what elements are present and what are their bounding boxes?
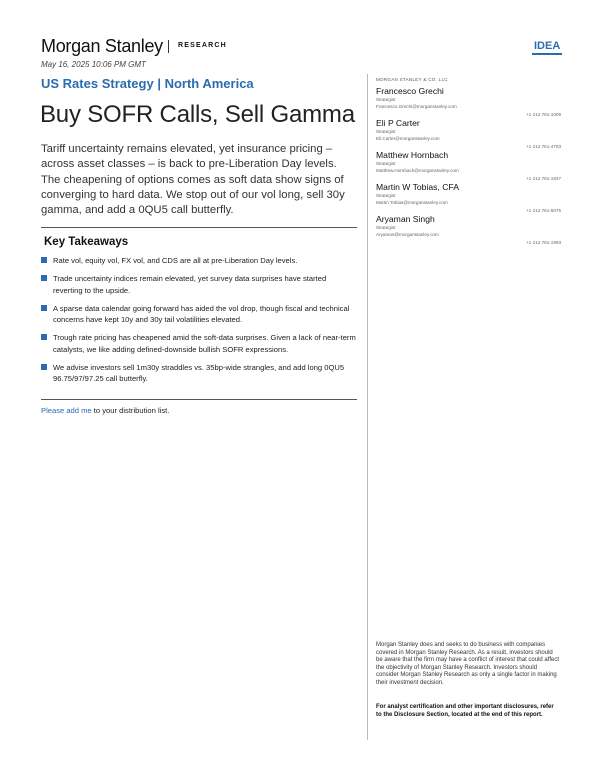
analyst-name: Matthew Hornbach	[376, 150, 449, 160]
analyst-email[interactable]: Matthew.Hornbach@morganstanley.com	[376, 167, 459, 173]
distribution-note	[41, 406, 169, 415]
analyst-phone: +1 212 761-1993	[526, 239, 561, 245]
takeaway-item	[41, 255, 357, 267]
analyst-phone: +1 212 761-6076	[526, 207, 561, 213]
takeaway-text: Trough rate pricing has cheapened amid the soft-data surprises. Given a lack of near-term catalysts, we like adding defined-downside bullish SOFR expressions.	[53, 333, 356, 354]
research-label: RESEARCH	[178, 42, 227, 49]
takeaway-text: A sparse data calendar going forward has aided the vol drop, though fiscal and technical concerns have kept 10y and 30y tail volatilities elevated.	[53, 303, 350, 324]
analyst-name: Eli P Carter	[376, 118, 420, 128]
idea-badge: IDEA	[532, 40, 562, 55]
analyst-card	[376, 182, 561, 214]
analyst-role: Strategist	[376, 161, 396, 166]
key-takeaways-list	[41, 255, 357, 391]
takeaway-text: Trade uncertainty indices remain elevated, yet survey data surprises have started reverting to the upside.	[53, 274, 327, 295]
disclosure-text: Morgan Stanley does and seeks to do business with companies covered in Morgan Stanley Research. As a result, investors should be aware that the firm may have a conflict of interest that could affect the objectivity of Morgan Stanley Research. Investors should consider Morgan Stanley Research as only a single factor in making their investment decision.	[376, 642, 559, 686]
analyst-role: Strategist	[376, 97, 396, 102]
strategy-heading: US Rates Strategy | North America	[41, 76, 254, 91]
add-to-distribution-link[interactable]: Please add me	[41, 406, 92, 415]
analyst-phone: +1 212 761-4703	[526, 143, 561, 149]
takeaway-item	[41, 273, 357, 296]
analyst-name: Martin W Tobias, CFA	[376, 182, 459, 192]
takeaway-item	[41, 303, 357, 326]
analyst-email[interactable]: Eli.Carter@morganstanley.com	[376, 135, 440, 141]
analyst-card	[376, 86, 561, 118]
analyst-email[interactable]: Francesco.Grechi@morganstanley.com	[376, 103, 457, 109]
publish-date: May 16, 2025 10:06 PM GMT	[41, 60, 146, 69]
divider	[41, 399, 357, 400]
takeaway-text: We advise investors sell 1m30y straddles vs. 35bp-wide strangles, and add long 0QU5 96.75/97/97.25 call butterfly.	[53, 362, 345, 383]
morgan-stanley-logo: Morgan Stanley	[41, 36, 163, 56]
firm-name: MORGAN STANLEY & CO. LLC	[376, 77, 448, 82]
disclosure-reference: For analyst certification and other important disclosures, refer to the Disclosure Section, located at the end of this report.	[376, 704, 554, 718]
analyst-phone: +1 212 761-1837	[526, 175, 561, 181]
analyst-name: Francesco Grechi	[376, 86, 444, 96]
square-bullet-icon	[41, 334, 47, 340]
divider	[41, 227, 357, 228]
analyst-card	[376, 214, 561, 246]
analyst-card	[376, 150, 561, 182]
square-bullet-icon	[41, 275, 47, 281]
square-bullet-icon	[41, 305, 47, 311]
sidebar-divider	[367, 74, 368, 740]
square-bullet-icon	[41, 364, 47, 370]
analyst-email[interactable]: Martin.Tobias@morganstanley.com	[376, 199, 448, 205]
report-title: Buy SOFR Calls, Sell Gamma	[40, 101, 355, 128]
square-bullet-icon	[41, 257, 47, 263]
analyst-phone: +1 212 761-1009	[526, 111, 561, 117]
analyst-role: Strategist	[376, 129, 396, 134]
takeaway-item	[41, 362, 357, 385]
analyst-role: Strategist	[376, 225, 396, 230]
analyst-card	[376, 118, 561, 150]
takeaway-text: Rate vol, equity vol, FX vol, and CDS are all at pre-Liberation Day levels.	[53, 256, 298, 265]
analyst-name: Aryaman Singh	[376, 214, 435, 224]
analyst-role: Strategist	[376, 193, 396, 198]
report-summary: Tariff uncertainty remains elevated, yet insurance pricing – across asset classes – is back to pre-Liberation Day levels. The cheapening of options comes as soft data show signs of converging to hard data. We stop out of our vol long, sell 30y gamma, and add a 0QU5 call butterfly.	[41, 143, 345, 217]
takeaway-item	[41, 332, 357, 355]
analyst-list	[376, 86, 561, 246]
key-takeaways-title: Key Takeaways	[44, 236, 129, 248]
analyst-email[interactable]: Aryaman@morganstanley.com	[376, 231, 439, 237]
distribution-text: to your distribution list.	[91, 406, 170, 415]
logo-divider	[168, 40, 169, 53]
